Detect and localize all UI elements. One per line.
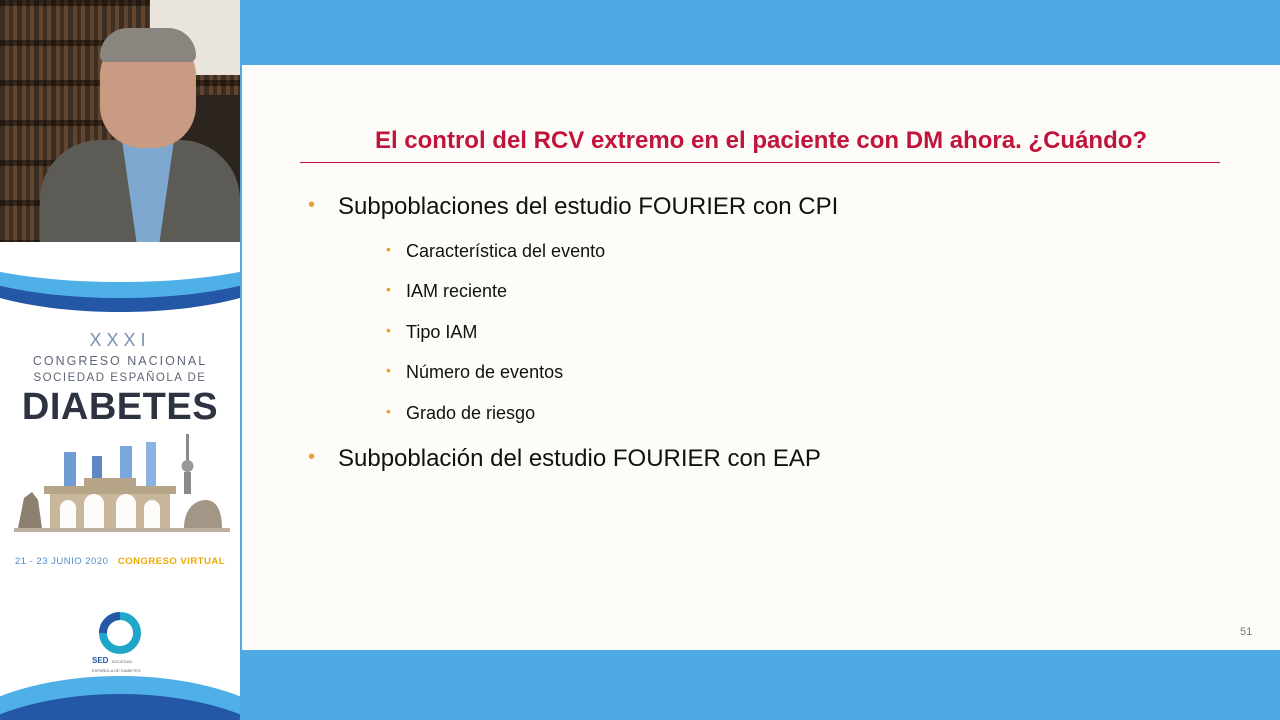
madrid-skyline-illustration [14,432,230,542]
sub-bullet-dot: • [386,241,391,257]
bullet-item: Subpoblación del estudio FOURIER con EAP [338,445,821,472]
sub-bullet-dot: • [386,362,391,378]
poster-arc-top-white [0,242,240,282]
presentation-slide [242,65,1280,650]
sub-bullet-item: Tipo IAM [406,322,478,342]
slide-title: El control del RCV extremo en el paciente con DM ahora. ¿Cuándo? [374,127,1148,154]
title-underline [300,162,1220,163]
bottom-frame-bar [240,650,1280,720]
top-frame-bar [240,0,1280,65]
congress-dates-line [0,556,240,567]
bullet-item: Subpoblaciones del estudio FOURIER con CPI [338,193,839,220]
sub-bullet-dot: • [386,281,391,297]
slide-page-number: 51 [1240,626,1253,638]
congress-number: XXXI [89,330,151,350]
sed-acronym: SED [92,656,109,665]
sed-fullname: SOCIEDAD ESPAÑOLA DE DIABETES [92,659,141,673]
congress-title: DIABETES [21,386,219,428]
congress-poster [0,242,240,720]
bullet-dot: • [308,446,316,468]
congress-line1: CONGRESO NACIONAL [32,354,208,368]
speaker-video [0,0,240,242]
sed-logo-text [92,656,152,674]
sub-bullet-item: Característica del evento [406,241,606,261]
sub-bullet-dot: • [386,403,391,419]
bullet-dot: • [308,194,316,216]
speaker-hair [100,28,196,62]
congress-line2: SOCIEDAD ESPAÑOLA DE [33,372,207,384]
sub-bullet-item: Número de eventos [406,362,564,382]
sed-logo-icon [97,610,143,656]
congress-dates: 21 - 23 JUNIO 2020 [14,556,109,567]
congress-virtual-label: CONGRESO VIRTUAL [117,556,226,567]
left-panel [0,0,240,720]
sub-bullet-item: Grado de riesgo [406,403,536,423]
sub-bullet-item: IAM reciente [406,281,508,301]
sub-bullet-dot: • [386,322,391,338]
